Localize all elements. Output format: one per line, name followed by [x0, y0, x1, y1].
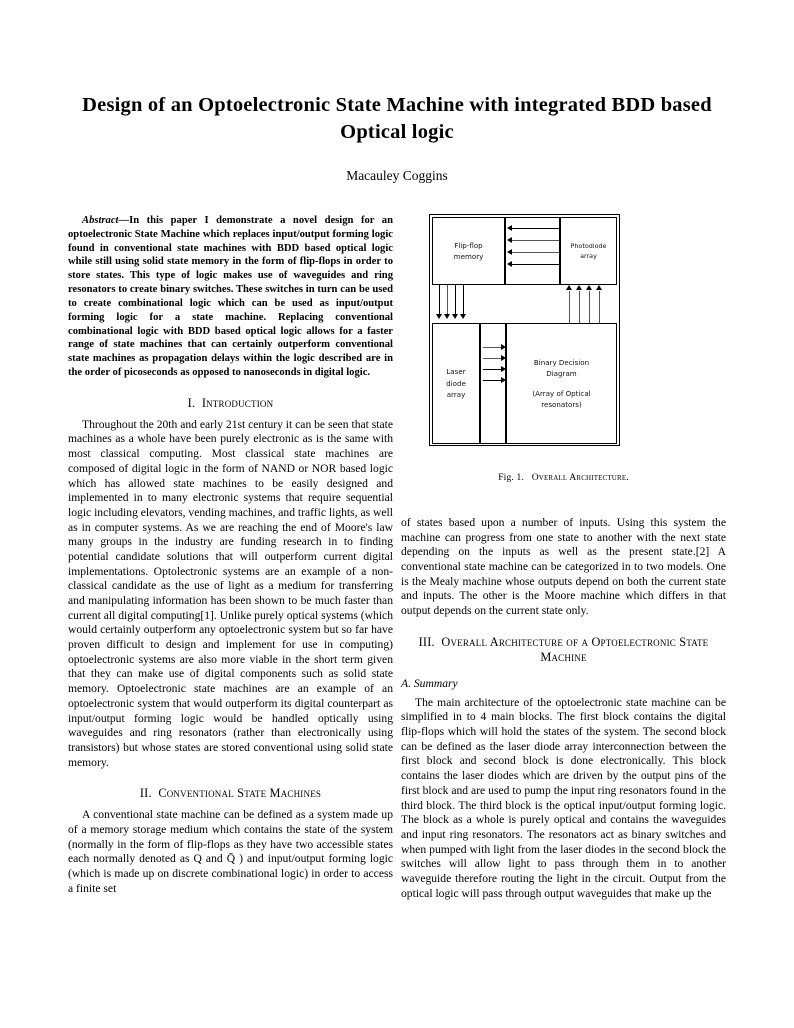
figure-block-photodiode-array: [560, 217, 617, 285]
flipflop-label-line2: memory: [453, 252, 484, 261]
laser-label-line2: diode: [446, 378, 466, 388]
figure-arrow-bdd-to-photodiode-1: [569, 291, 570, 323]
figure-arrow-bdd-to-photodiode-3: [589, 291, 590, 323]
figure-frame: [429, 214, 620, 446]
figure-block-flipflop-memory: [432, 217, 505, 285]
figure-arrow-flipflop-to-laser-1: [439, 285, 440, 315]
right-column: [401, 516, 726, 901]
section-title-overall-architecture: Overall Architecture of a Optoelectronic State Machine: [441, 634, 709, 664]
conventional-paragraph-right: of states based upon a number of inputs. Using this system the machine can progress from one state to another with the next state depending on the inputs as well as the present state.[2] A conventional state machine can be categorized in to two models. One is the Mealy machine whose outputs depend on both the current state and inputs. The other is the Moore machine which differs in that output depends on the current state only.: [401, 516, 726, 618]
figure-arrowhead-down-1: [436, 314, 442, 319]
figure-block-laser-diode-array: [432, 323, 480, 444]
figure-arrow-flipflop-to-laser-4: [463, 285, 464, 315]
figure-arrow-photodiode-to-flipflop-1: [512, 228, 559, 229]
bdd-label-line1: Binary Decision: [533, 357, 590, 367]
figure-arrow-laser-to-bdd-3: [483, 369, 502, 370]
section-heading-overall-architecture: [401, 635, 726, 665]
abstract-text: In this paper I demonstrate a novel design for an optoelectronic State Machine which replaces input/output forming logic found in conventional state machines with BDD based optical logic while still using solid state memory in the form of flip-flops in order to store states. This type of logic makes use of waveguides and ring resonators to create binary switches. These switches in turn can be used to create combinational logic which can be used as input/output forming logic for a state machine. Replacing conventional combinational logic with BDD based optical logic allows for a faster range of state machines that can certainly outperform conventional state machines as propagation delays within the logic described are in the order of picoseconds as opposed to nanoseconds in digital logic.: [68, 215, 393, 378]
figure-arrow-laser-to-bdd-2: [483, 358, 502, 359]
figure-arrow-laser-to-bdd-1: [483, 347, 502, 348]
figure-arrowhead-left-3: [507, 249, 512, 255]
figure-arrowhead-right-3: [501, 366, 506, 372]
abstract-label: Abstract—: [82, 215, 130, 226]
bdd-sublabel-line1: (Array of Optical: [532, 388, 591, 398]
laser-label-line3: array: [446, 390, 466, 400]
figure-arrow-photodiode-to-flipflop-4: [512, 264, 559, 265]
figure-arrowhead-up-2: [576, 285, 582, 290]
conventional-paragraph-left: A conventional state machine can be defined as a system made up of a memory storage medium which contains the state of the system (normally in the form of flip-flops as they have two accessible states each normally denoted as Q and Q̄ ) and input/output forming logic (which is made up on discrete combinational logic) in order to access a finite set: [68, 808, 393, 895]
section-numeral-i: I.: [187, 395, 196, 410]
figure-arrowhead-up-4: [596, 285, 602, 290]
bdd-sublabel-line2: resonators): [541, 399, 582, 409]
figure-caption-text: Overall Architecture.: [531, 472, 629, 483]
figure-arrow-photodiode-to-flipflop-3: [512, 252, 559, 253]
figure-arrowhead-up-3: [586, 285, 592, 290]
intro-paragraph: Throughout the 20th and early 21st century it can be seen that state machines as a whole have been purely electronic as is the same with most classical computing. Most classical state machines are composed of digital logic in the form of NAND or NOR based logic which has allowed state machines to be easily designed and implemented in to many electronic systems that require sequential logic including elevators, vending machines, and traffic lights, as well as in computer systems. As we are reaching the end of Moore's law many groups in the industry are funding research in to finding potential candidate solutions that will outperform current digital implementations. Optolectronic systems are an example of a non-classical candidate as the use of light as a medium for transferring and manipulating information has been shown to be much faster than current all digital computing[1]. Unlike purely optical systems (which would certainly outperform any optoelectronic system but so far have proven difficult to design and implement for use in computing) optoelectronic systems are also more viable in the short term given that they can make use of digital components such as solid state memory. Optoelectronic state machines are an example of an optoelectronic system that would outperform its digital counterpart as input/output forming logic would be handled optically using waveguides and ring resonators (rather than electronically using transistors) but whose states are stored conventional using solid state memory.: [68, 417, 394, 769]
laser-label-line1: Laser: [446, 367, 466, 377]
section-title-introduction: Introduction: [201, 395, 274, 410]
subsection-heading-summary: A. Summary: [401, 676, 458, 690]
figure-arrow-laser-to-bdd-4: [483, 380, 502, 381]
figure-arrowhead-down-4: [460, 314, 466, 319]
bdd-label-line2: Diagram: [546, 369, 577, 379]
figure-arrowhead-left-4: [507, 261, 512, 267]
figure-caption-number: Fig. 1.: [498, 472, 525, 483]
section-title-conventional: Conventional State Machines: [158, 786, 322, 801]
section-heading-introduction: [68, 396, 393, 411]
figure-block-binary-decision-diagram: [506, 323, 617, 444]
overall-summary-paragraph: The main architecture of the optoelectronic state machine can be simplified in to 4 main blocks. The first block contains the digital flip-flops which will hold the states of the system. The second block can be defined as the laser diode array interconnection between the first block and second block is done electronically. This block contains the laser diodes which are driven by the output pins of the first block and are used to pump the input ring resonators found in the third block. The third block is the optical input/output forming logic. The block as a whole is purely optical and contains the waveguides and input ring resonators. The resonators act as binary switches and when pumped with light from the laser diodes in the second block the switches will allow light to pass through them in to another waveguide therefore routing the light in the circuit. Output from the optical logic will pass through output waveguides that make up the: [401, 695, 726, 900]
figure-arrowhead-right-4: [501, 377, 506, 383]
section-heading-conventional: [68, 786, 393, 801]
section-numeral-iii: III.: [418, 634, 435, 649]
photodiode-label-line2: array: [580, 252, 597, 260]
figure-arrow-bdd-to-photodiode-2: [579, 291, 580, 323]
figure-arrow-flipflop-to-laser-2: [447, 285, 448, 315]
figure-arrow-bdd-to-photodiode-4: [599, 291, 600, 323]
page-title: Design of an Optoelectronic State Machine with integrated BDD based Optical logic: [82, 94, 712, 144]
section-numeral-ii: II.: [139, 786, 152, 801]
figure-caption: [401, 472, 726, 483]
figure-arrowhead-right-1: [501, 344, 506, 350]
photodiode-label-line1: Photodiode: [570, 241, 607, 250]
figure-channel-bottom: [480, 323, 506, 444]
figure-arrowhead-left-2: [507, 237, 512, 243]
title-block: [68, 92, 726, 146]
figure-arrow-flipflop-to-laser-3: [455, 285, 456, 315]
figure-arrowhead-left-1: [507, 225, 512, 231]
abstract-paragraph: [68, 214, 393, 380]
figure-overall-architecture: [401, 214, 726, 483]
left-column: [68, 214, 393, 896]
figure-arrowhead-right-2: [501, 355, 506, 361]
author-name: Macauley Coggins: [346, 168, 448, 183]
figure-arrowhead-down-2: [444, 314, 450, 319]
figure-arrow-photodiode-to-flipflop-2: [512, 240, 559, 241]
flipflop-label-line1: Flip-flop: [454, 240, 483, 250]
figure-arrowhead-up-1: [566, 285, 572, 290]
figure-arrowhead-down-3: [452, 314, 458, 319]
